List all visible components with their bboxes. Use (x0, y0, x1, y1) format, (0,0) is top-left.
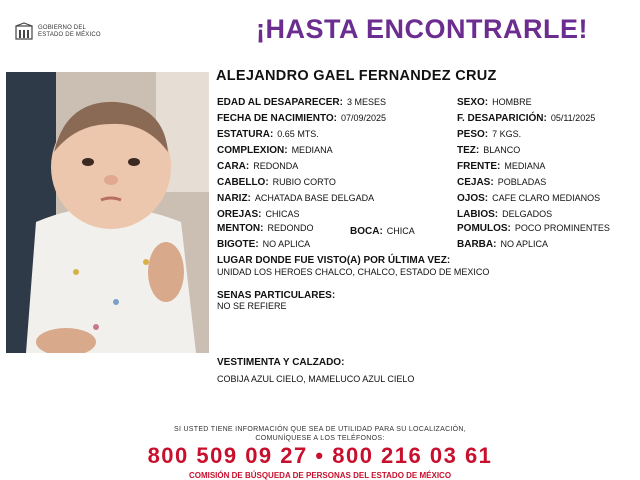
field-labios: LABIOS: DELGADOS (457, 209, 553, 220)
phone-numbers (0, 443, 640, 469)
senas-label: SENAS PARTICULARES: (217, 290, 336, 301)
field-frente: FRENTE: MEDIANA (457, 161, 546, 172)
field-menton: MENTON: REDONDO (217, 223, 314, 234)
field-boca: BOCA: CHICA (350, 226, 415, 237)
field-tez: TEZ: BLANCO (457, 145, 521, 156)
field-sexo: SEXO: HOMBRE (457, 97, 532, 108)
last-seen-value: UNIDAD LOS HEROES CHALCO, CHALCO, ESTADO DE MEXICO (217, 267, 490, 277)
field-complexion: COMPLEXION: MEDIANA (217, 145, 333, 156)
field-cabello: CABELLO: RUBIO CORTO (217, 177, 336, 188)
field-orejas: OREJAS: CHICAS (217, 209, 300, 220)
field-bigote: BIGOTE: NO APLICA (217, 239, 311, 250)
last-seen-label: LUGAR DONDE FUE VISTO(A) POR ÚLTIMA VEZ: (217, 255, 451, 266)
field-edad: EDAD AL DESAPARECER: 3 MESES (217, 97, 386, 108)
logo-line-1: GOBIERNO DEL (38, 25, 87, 31)
field-cejas: CEJAS: POBLADAS (457, 177, 547, 188)
state-emblem-icon (14, 22, 34, 42)
missing-person-photo (6, 72, 209, 353)
field-peso: PESO: 7 KGS. (457, 129, 522, 140)
field-nariz: NARIZ: ACHATADA BASE DELGADA (217, 193, 375, 204)
field-cara: CARA: REDONDA (217, 161, 299, 172)
field-fecha-nacimiento: FECHA DE NACIMIENTO: 07/09/2025 (217, 113, 387, 124)
government-logo (14, 22, 101, 42)
phone-separator: • (315, 443, 325, 468)
field-fecha-desaparicion: F. DESAPARICIÓN: 05/11/2025 (457, 113, 596, 124)
phone-2[interactable]: 800 216 03 61 (332, 443, 493, 468)
logo-line-2: ESTADO DE MÉXICO (38, 32, 101, 38)
contact-info-line-2: COMUNÍQUESE A LOS TELÉFONOS: (255, 435, 385, 442)
senas-value: NO SE REFIERE (217, 301, 287, 311)
headline: ¡HASTA ENCONTRARLE! (256, 14, 588, 44)
field-barba: BARBA: NO APLICA (457, 239, 548, 250)
field-ojos: OJOS: CAFE CLARO MEDIANOS (457, 193, 601, 204)
footer-commission: COMISIÓN DE BÚSQUEDA DE PERSONAS DEL ESTADO DE MÉXICO (188, 471, 452, 480)
vestimenta-label: VESTIMENTA Y CALZADO: (217, 357, 345, 368)
field-pomulos: POMULOS: POCO PROMINENTES (457, 223, 610, 234)
person-name: ALEJANDRO GAEL FERNANDEZ CRUZ (216, 68, 497, 84)
contact-info-line-1: SI USTED TIENE INFORMACIÓN QUE SEA DE UTILIDAD PARA SU LOCALIZACIÓN, (173, 426, 467, 433)
vestimenta-value: COBIJA AZUL CIELO, MAMELUCO AZUL CIELO (217, 374, 415, 384)
phone-1[interactable]: 800 509 09 27 (147, 443, 308, 468)
field-estatura: ESTATURA: 0.65 MTS. (217, 129, 319, 140)
